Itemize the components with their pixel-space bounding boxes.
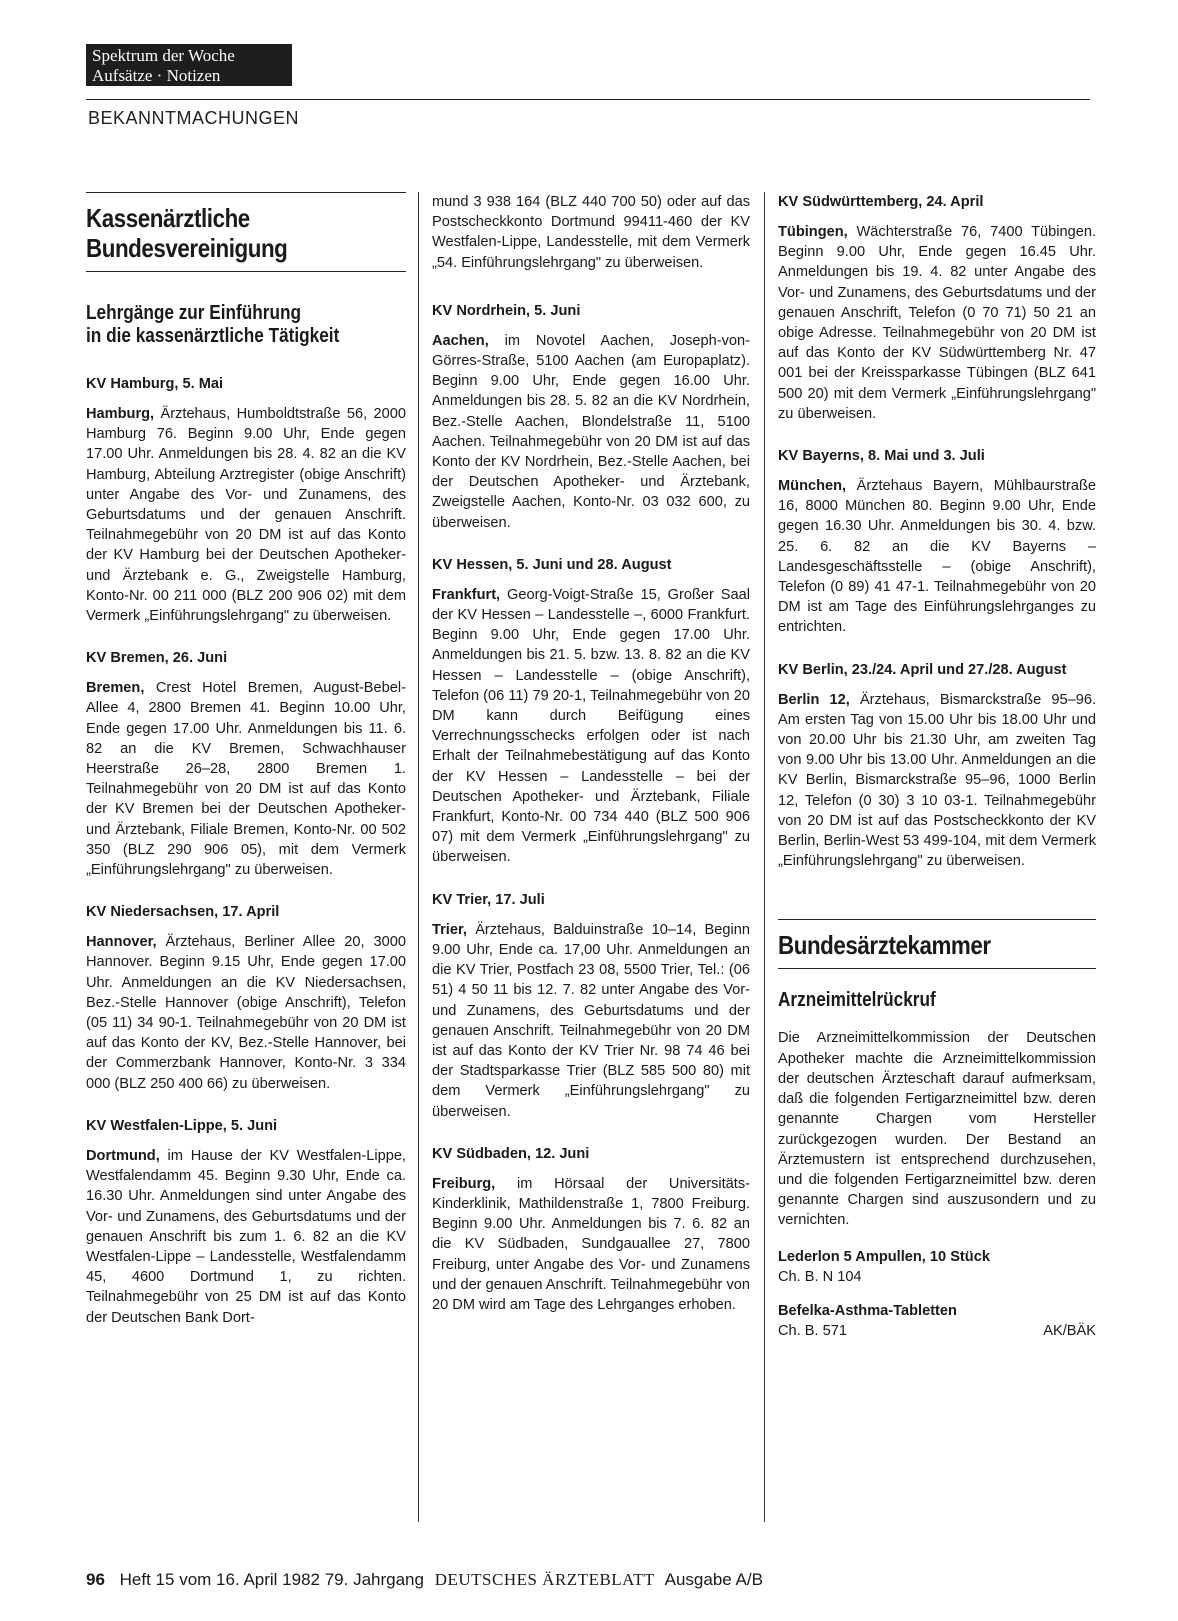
entry-berlin [778, 660, 1096, 872]
page-number: 96 [86, 1570, 105, 1589]
entry-text: Ärztehaus, Balduinstraße 10–14, Beginn 9.00 Uhr, Ende ca. 17,00 Uhr. Anmeldungen an die KV Trier, Postfach 23 08, 5500 Trier, Tel.: (06 51) 4 50 11 bis 12. 7. 82 unter Angabe des Vor- und Zunamens, des Geburtsdatums und der genauen Anschrift. Teilnahmegebühr von 20 DM ist auf das Konto der KV Trier Nr. 98 74 46 bei der Stadtsparkasse Trier (BLZ 585 500 80) mit dem Vermerk „Einführungslehrgang" zu überweisen. [432, 921, 750, 1120]
entry-trier [432, 890, 750, 1122]
product-name: Lederlon 5 Ampullen, 10 Stück [778, 1248, 990, 1265]
entry-text: im Hause der KV Westfalen-Lippe, Westfalendamm 45. Beginn 9.30 Uhr, Ende ca. 16.30 Uhr. Anmeldungen sind unter Angabe des Vor- und Zunamens, des Geburtsdatums und der genauen Anschrift bis zum 1. 6. 82 an die KV Westfalen-Lippe – Landesstelle, Westfalendamm 45, 4600 Dortmund 1, zu richten. Teilnahmegebühr von 25 DM ist auf das Konto der Deutschen Bank Dort- [86, 1147, 406, 1326]
journal-name: DEUTSCHES ÄRZTEBLATT [434, 1570, 655, 1589]
sub-title-line1: Lehrgänge zur Einführung [86, 302, 301, 324]
entry-city: Trier, [432, 921, 467, 938]
column-divider-1 [418, 192, 419, 1522]
entry-city: Berlin 12, [778, 691, 850, 708]
product-2 [778, 1301, 1096, 1341]
entry-body [86, 1146, 406, 1328]
entry-city: Aachen, [432, 332, 489, 349]
entry-text: Georg-Voigt-Straße 15, Großer Saal der KV Hessen – Landesstelle –, 6000 Frankfurt. Beginn 9.00 Uhr, Ende gegen 17.00 Uhr. Anmeldungen bis 21. 5. bzw. 13. 8. 82 an die KV Hessen – Landesstelle – (obige Anschrift), Telefon (06 11) 79 20-1, Teilnahmegebühr von 20 DM kann durch Beifügung eines Verrechnungsschecks erfolgen oder ist nach Erhalt der Teilnahmebestätigung auf das Konto der KV Hessen – Landesstelle – bei der Deutschen Apotheker- und Ärztebank, Filiale Frankfurt, Konto-Nr. 00 734 440 (BLZ 500 906 07) mit dem Vermerk „Einführungslehrgang" zu überweisen. [432, 586, 750, 866]
entry-body [432, 331, 750, 533]
entry-suedbaden [432, 1144, 750, 1315]
entry-text: Ärztehaus, Berliner Allee 20, 3000 Hannover. Beginn 9.15 Uhr, Ende gegen 17.00 Uhr. Anmeldungen an die KV Niedersachsen, Bez.-Stelle Hannover (obige Anschrift), Telefon (05 11) 34 90-1. Teilnahmegebühr von 20 DM ist auf das Konto der KV, Bez.-Stelle Hannover, bei der Commerzbank Hannover, Konto-Nr. 3 334 000 (BLZ 250 400 66) zu überweisen. [86, 934, 406, 1092]
entry-body [432, 920, 750, 1122]
entry-head: KV Bayerns, 8. Mai und 3. Juli [778, 448, 985, 465]
entry-text: im Hörsaal der Universitäts-Kinderklinik, Mathildenstraße 1, 7800 Freiburg. Beginn 9.00 Uhr. Anmeldungen bis 7. 6. 82 an die KV Südbaden, Sundgauallee 27, 7800 Freiburg, unter Angabe des Vor- und Zunamens und der genauen Anschrift. Teilnahmegebühr von 20 DM wird am Tage des Lehrganges erhoben. [432, 1175, 750, 1313]
section-tag [86, 44, 292, 86]
baek-rule [778, 919, 1096, 920]
entry-body [86, 678, 406, 880]
entry-head: KV Berlin, 23./24. April und 27./28. August [778, 661, 1067, 678]
entry-niedersachsen [86, 902, 406, 1094]
entry-city: München, [778, 478, 847, 495]
entry-city: Freiburg, [432, 1175, 496, 1192]
issue-info: Heft 15 vom 16. April 1982 79. Jahrgang [119, 1570, 424, 1589]
entry-westfalen-lippe [86, 1116, 406, 1328]
entry-hessen [432, 555, 750, 868]
entry-head: KV Niedersachsen, 17. April [86, 904, 280, 921]
entry-head: KV Trier, 17. Juli [432, 891, 545, 908]
column-divider-2 [764, 192, 765, 1522]
org-title-line1: Kassenärztliche [86, 203, 250, 233]
column-3 [778, 192, 1096, 1522]
entry-head: KV Südbaden, 12. Juni [432, 1145, 590, 1162]
column-1 [86, 192, 406, 1350]
signature: AK/BÄK [1043, 1323, 1096, 1340]
continuation-text: mund 3 938 164 (BLZ 440 700 50) oder auf das Postscheckkonto Dortmund 99411-460 der KV Westfalen-Lippe, Landesstelle, mit dem Vermerk „54. Einführungslehrgang" zu überweisen. [432, 194, 750, 271]
org-title-line2: Bundesvereinigung [86, 233, 288, 263]
entry-city: Hamburg, [86, 406, 155, 422]
entry-city: Tübingen, [778, 224, 848, 240]
entry-body [86, 404, 406, 626]
section-tag-line2: Aufsätze · Notizen [92, 66, 221, 85]
entry-city: Hannover, [86, 934, 157, 951]
product-1 [778, 1247, 1096, 1287]
sub-title-line2: in die kassenärztliche Tätigkeit [86, 325, 340, 347]
org-title [86, 203, 361, 263]
org-bottom-rule [86, 271, 406, 272]
product-charge: Ch. B. N 104 [778, 1268, 862, 1285]
baek-bottom-rule [778, 968, 1096, 969]
product-charge: Ch. B. 571 [778, 1323, 847, 1340]
entry-body [778, 476, 1096, 638]
entry-head: KV Hessen, 5. Juni und 28. August [432, 556, 672, 573]
entry-head: KV Südwürttemberg, 24. April [778, 194, 984, 210]
org-rule [86, 192, 406, 193]
entry-head: KV Hamburg, 5. Mai [86, 376, 224, 392]
page-footer [86, 1569, 763, 1591]
entry-hamburg [86, 374, 406, 626]
section-tag-line1: Spektrum der Woche [92, 46, 235, 65]
entry-bremen [86, 648, 406, 880]
sub-title [86, 302, 361, 348]
entry-body [778, 222, 1096, 424]
edition: Ausgabe A/B [664, 1570, 763, 1589]
entry-text: Ärztehaus, Humboldtstraße 56, 2000 Hamburg 76. Beginn 9.00 Uhr, Ende gegen 17.00 Uhr. Anmeldungen bis 28. 4. 82 an die KV Hamburg, Abteilung Arztregister (obige Anschrift) unter Angabe des Vor- und Zunamens, des Geburtsdatums und der genauen Anschrift. Teilnahmegebühr von 20 DM ist auf das Konto der KV Hamburg bei der Deutschen Apotheker- und Ärztebank e. G., Zweigstelle Hamburg, Konto-Nr. 00 211 000 (BLZ 200 906 02) mit dem Vermerk „Einführungslehrgang" zu überweisen. [86, 406, 406, 625]
top-rule [86, 99, 1090, 100]
entry-body [778, 690, 1096, 872]
entry-body [432, 585, 750, 868]
entry-bayerns [778, 446, 1096, 638]
entry-city: Frankfurt, [432, 586, 501, 603]
entry-suedwuerttemberg [778, 192, 1096, 424]
entry-city: Dortmund, [86, 1147, 160, 1164]
entry-body [432, 1174, 750, 1315]
entry-nordrhein [432, 301, 750, 533]
entry-city: Bremen, [86, 680, 145, 697]
entry-body [86, 932, 406, 1094]
entry-head: KV Bremen, 26. Juni [86, 650, 228, 667]
entry-text: Crest Hotel Bremen, August-Bebel-Allee 4, 2800 Bremen 41. Beginn 10.00 Uhr, Ende gegen 17.00 Uhr. Anmeldungen bis 11. 6. 82 an die KV Bremen, Schwachhauser Heerstraße 26–28, 2800 Bremen 1. Teilnahmegebühr von 20 DM ist auf das Konto der KV Bremen bei der Deutschen Apotheker- und Ärztebank, Filiale Bremen, Konto-Nr. 00 502 350 (BLZ 290 906 05), mit dem Vermerk „Einführungslehrgang" zu überweisen. [86, 680, 406, 879]
baek-body: Die Arzneimittelkommission der Deutschen Apotheker machte die Arzneimittelkommission der deutschen Ärzteschaft darauf aufmerksam, daß die folgenden Fertigarzneimittel bzw. deren genannte Chargen vom Hersteller zurückgezogen wurden. Der Bestand an Ärztemustern ist entsprechend durchzusehen, und die folgenden Fertigarzneimittel bzw. deren genannte Chargen sind auszusondern und zu vernichten. [778, 1030, 1096, 1229]
entry-head: KV Nordrhein, 5. Juni [432, 302, 581, 319]
product-name: Befelka-Asthma-Tabletten [778, 1302, 957, 1319]
column-2 [432, 192, 750, 1337]
entry-head: KV Westfalen-Lippe, 5. Juni [86, 1117, 278, 1134]
kicker: BEKANNTMACHUNGEN [88, 108, 300, 128]
entry-text: Ärztehaus, Bismarckstraße 95–96. Am ersten Tag von 15.00 Uhr bis 18.00 Uhr und von 20.00 Uhr bis 21.30 Uhr, am zweiten Tag von 9.00 Uhr bis 13.00 Uhr. Anmeldungen an die KV Berlin, Bismarckstraße 95–96, 1000 Berlin 12, Telefon (0 30) 3 10 03-1. Teilnahmegebühr von 20 DM ist auf das Postscheckkonto der KV Berlin, Berlin-West 53 499-104, mit dem Vermerk „Einführungslehrgang" zu überweisen. [778, 691, 1096, 870]
entry-text: Ärztehaus Bayern, Mühlbaurstraße 16, 8000 München 80. Beginn 9.00 Uhr, Ende gegen 16.30 Uhr. Anmeldungen bis 30. 4. bzw. 25. 6. 82 an die KV Bayerns – Landesgeschäftsstelle – (obige Anschrift), Telefon (0 89) 41 47-1. Teilnahmegebühr von 20 DM ist am Tage des Einführungslehrganges zu entrichten. [778, 478, 1096, 636]
entry-text: Wächterstraße 76, 7400 Tübingen. Beginn 9.00 Uhr, Ende gegen 16.45 Uhr. Anmeldungen bis 19. 4. 82 unter Angabe des Vor- und Zunamens, des Geburtsdatums und der genauen Anschrift, Telefon (0 70 71) 50 21 an obige Adresse. Teilnahmegebühr von 20 DM ist auf das Konto der KV Südwürttemberg Nr. 47 001 bei der Kreissparkasse Tübingen (BLZ 641 500 20) mit dem Vermerk „Einführungslehrgang" zu überweisen. [778, 224, 1096, 422]
baek-sub-title: Arzneimittelrückruf [778, 989, 936, 1012]
entry-text: im Novotel Aachen, Joseph-von-Görres-Straße, 5100 Aachen (am Europaplatz). Beginn 9.00 Uhr, Ende gegen 16.00 Uhr. Anmeldungen bis 28. 5. 82 an die KV Nordrhein, Bez.-Stelle Aachen, Blondelstraße 11, 5100 Aachen. Teilnahmegebühr von 20 DM ist auf das Konto der KV Nordrhein, Bez.-Stelle Aachen, bei der Deutschen Apotheker- und Ärztebank, Zweigstelle Aachen, Konto-Nr. 03 032 600, zu überweisen. [432, 332, 750, 531]
baek-title: Bundesärztekammer [778, 930, 991, 961]
